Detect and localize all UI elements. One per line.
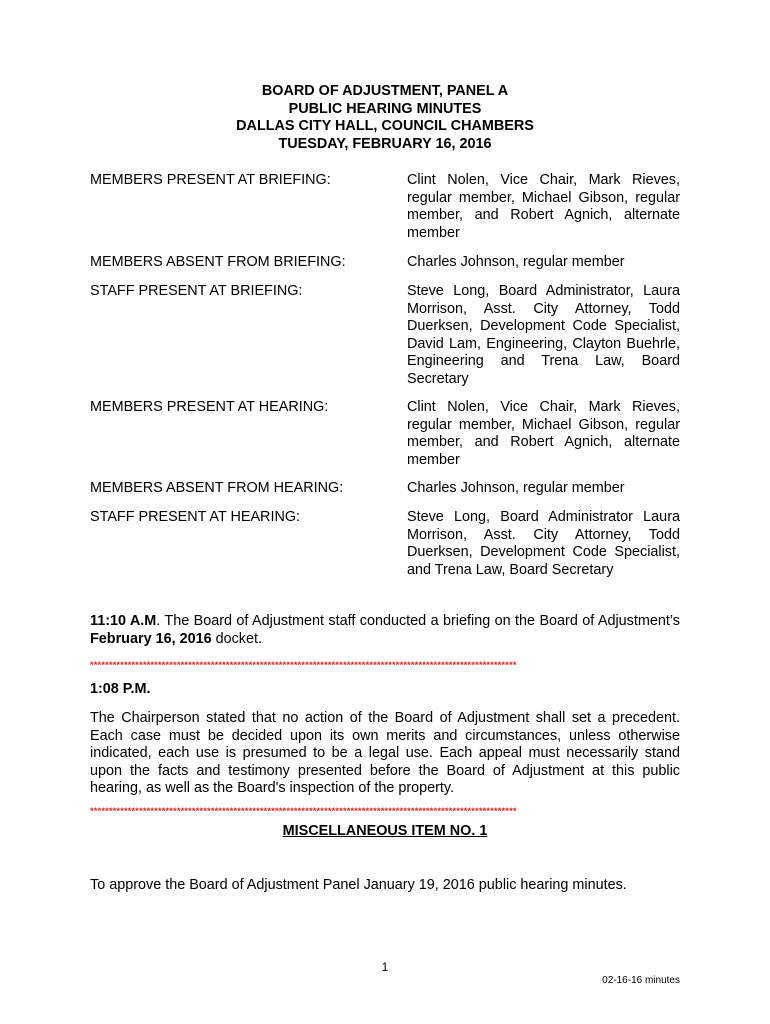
chairperson-statement: The Chairperson stated that no action of the Board of Adjustment shall set a precedent. Each case must be decided upon its own merits and circumstances, unless otherwise indicated, each use is presumed to be a legal use. Each appeal must necessarily stand upon the facts and testimony presented before the Board of Adjustment at this public hearing, as well as the Board's inspection of the property. xyxy=(90,710,680,797)
attendance-value: Steve Long, Board Administrator, Laura Morrison, Asst. City Attorney, Todd Duerksen, Development Code Specialist, David Lam, Engineering, Clayton Buehrle, Engineering and Trena Law, Board Secretary xyxy=(407,283,680,387)
attendance-value: Charles Johnson, regular member xyxy=(407,254,625,270)
misc-item-title: MISCELLANEOUS ITEM NO. 1 xyxy=(282,823,488,839)
briefing-text-end: docket. xyxy=(211,630,263,647)
header-line-board: BOARD OF ADJUSTMENT, PANEL A xyxy=(261,83,509,99)
attendance-value: Charles Johnson, regular member xyxy=(407,480,625,496)
briefing-paragraph xyxy=(90,613,680,648)
attendance-label: MEMBERS PRESENT AT BRIEFING: xyxy=(90,172,331,188)
footer-note: 02-16-16 minutes xyxy=(602,975,680,986)
briefing-date: February 16, 2016 xyxy=(90,630,212,647)
attendance-label: MEMBERS ABSENT FROM BRIEFING: xyxy=(90,254,346,270)
page-number: 1 xyxy=(381,960,389,974)
header-line-location: DALLAS CITY HALL, COUNCIL CHAMBERS xyxy=(236,118,534,135)
attendance-value: Clint Nolen, Vice Chair, Mark Rieves, regular member, Michael Gibson, regular member, and Robert Agnich, alternate member xyxy=(407,399,680,468)
misc-item-text: To approve the Board of Adjustment Panel January 19, 2016 public hearing minutes. xyxy=(90,877,627,893)
attendance-value: Steve Long, Board Administrator Laura Morrison, Asst. City Attorney, Todd Duerksen, Development Code Specialist, and Trena Law, Board Secretary xyxy=(407,509,680,578)
briefing-text: . The Board of Adjustment staff conducted a briefing on the Board of Adjustment’s xyxy=(156,613,680,629)
header-line-minutes: PUBLIC HEARING MINUTES xyxy=(288,100,482,117)
attendance-label: MEMBERS ABSENT FROM HEARING: xyxy=(90,480,344,496)
attendance-label: STAFF PRESENT AT HEARING: xyxy=(90,509,301,525)
attendance-value: Clint Nolen, Vice Chair, Mark Rieves, regular member, Michael Gibson, regular member, and Robert Agnich, alternate member xyxy=(407,172,680,241)
document-header xyxy=(90,83,680,153)
briefing-time: 11:10 A.M xyxy=(90,613,157,629)
attendance-label: MEMBERS PRESENT AT HEARING: xyxy=(90,399,329,415)
header-line-date: TUESDAY, FEBRUARY 16, 2016 xyxy=(278,135,492,152)
separator-line: ***************************************************************************************************************** xyxy=(90,660,517,670)
hearing-time: 1:08 P.M. xyxy=(90,681,151,697)
attendance-label: STAFF PRESENT AT BRIEFING: xyxy=(90,283,303,299)
separator-line: ***************************************************************************************************************** xyxy=(90,806,517,816)
